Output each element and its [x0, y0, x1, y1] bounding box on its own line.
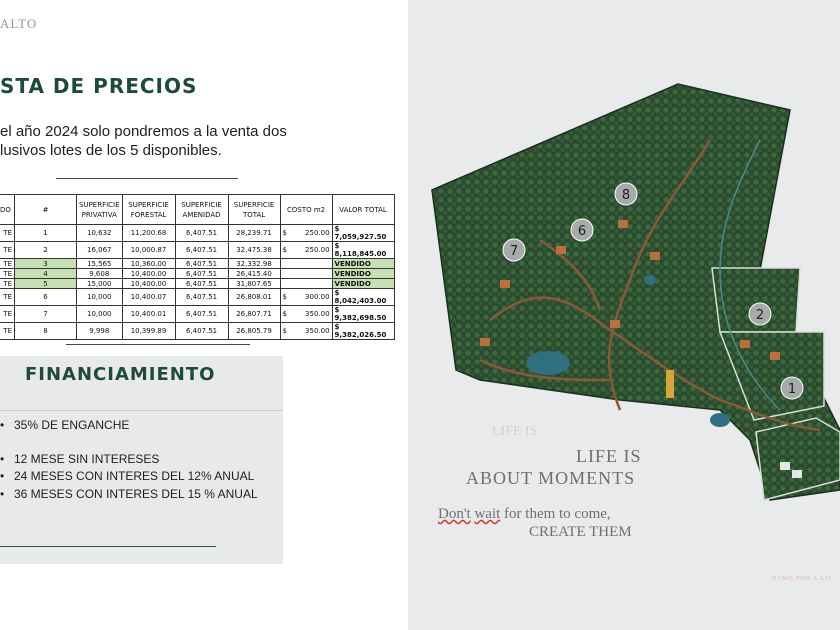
sport-court — [666, 370, 674, 398]
currency-sign: $ — [282, 293, 288, 301]
lot-type-cell: TE — [0, 306, 15, 323]
lot-type-cell: TE — [0, 279, 15, 289]
table-row — [0, 225, 394, 242]
amenity-area-cell: 6,407.51 — [175, 323, 228, 340]
currency-sign: $ — [282, 246, 288, 254]
total-value-cell: $ 8,042,403.00 — [332, 289, 394, 306]
total-area-cell: 32,332.98 — [228, 259, 280, 269]
cost-value: 350.00 — [305, 327, 330, 335]
table-row — [0, 289, 394, 306]
amenity-area-cell: 6,407.51 — [175, 242, 228, 259]
quote-line-1: LIFE IS — [576, 446, 642, 466]
quote-line-2: ABOUT MOMENTS — [466, 468, 636, 488]
table-header: VALOR TOTAL — [332, 195, 394, 225]
private-area-cell: 15,000 — [77, 279, 123, 289]
amenity-area-cell: 6,407.51 — [175, 269, 228, 279]
table-header: SUPERFICIE AMENIDAD — [175, 195, 228, 225]
private-area-cell: 10,632 — [77, 225, 123, 242]
private-area-cell: 10,000 — [77, 306, 123, 323]
private-area-cell: 9,998 — [77, 323, 123, 340]
amenity-area-cell: 6,407.51 — [175, 225, 228, 242]
total-value-cell: VENDIDO — [332, 279, 394, 289]
table-row — [0, 306, 394, 323]
financing-title: FINANCIAMIENTO — [25, 364, 216, 385]
financing-item-text: 24 MESES CON INTERES DEL 12% ANUAL — [14, 469, 255, 483]
table-row — [0, 242, 394, 259]
lot-number-cell: 4 — [15, 269, 77, 279]
table-row — [0, 323, 394, 340]
table-header: COSTO m2 — [280, 195, 332, 225]
lot-marker-label: 2 — [755, 308, 765, 323]
total-area-cell: 26,807.71 — [228, 306, 280, 323]
financing-item-text: 36 MESES CON INTERES DEL 15 % ANUAL — [14, 487, 258, 501]
footer-text: HOME FOR A LIF — [772, 576, 833, 582]
total-value-cell: VENDIDO — [332, 269, 394, 279]
currency-sign: $ — [282, 327, 288, 335]
cost-value: 350.00 — [305, 310, 330, 318]
table-header-row — [0, 195, 394, 225]
divider — [56, 178, 238, 179]
table-header: # — [15, 195, 77, 225]
lot-number-cell: 1 — [15, 225, 77, 242]
intro-text — [0, 122, 320, 160]
cost-m2-cell — [280, 269, 332, 279]
total-value-cell: $ 8,118,845.00 — [332, 242, 394, 259]
intro-line-1: el año 2024 solo pondremos a la venta dos — [0, 123, 287, 140]
financing-item: • 36 MESES CON INTERES DEL 15 % ANUAL — [0, 487, 258, 501]
currency-sign: $ — [282, 310, 288, 318]
lot-number-cell: 5 — [15, 279, 77, 289]
lot-number-cell: 8 — [15, 323, 77, 340]
amenity-area-cell: 6,407.51 — [175, 306, 228, 323]
private-area-cell: 16,067 — [77, 242, 123, 259]
total-value-cell: VENDIDO — [332, 259, 394, 269]
cost-m2-cell — [280, 323, 332, 340]
total-area-cell: 26,415.40 — [228, 269, 280, 279]
table-header: SUPERFICIE PRIVATIVA — [77, 195, 123, 225]
forest-area-cell: 10,360.00 — [122, 259, 175, 269]
financing-item: • 24 MESES CON INTERES DEL 12% ANUAL — [0, 469, 255, 483]
table-header: SUPERFICIE FORESTAL — [122, 195, 175, 225]
total-area-cell: 31,807.65 — [228, 279, 280, 289]
table-row — [0, 259, 394, 269]
financing-item: • 12 MESE SIN INTERESES — [0, 452, 160, 466]
financing-item: • 35% DE ENGANCHE — [0, 418, 130, 432]
amenity-area-cell: 6,407.51 — [175, 289, 228, 306]
table-row — [0, 269, 394, 279]
total-area-cell: 28,239.71 — [228, 225, 280, 242]
lot-type-cell: TE — [0, 242, 15, 259]
brand-text: ALTO — [0, 16, 38, 31]
cost-m2-cell — [280, 289, 332, 306]
cost-value: 300.00 — [305, 293, 330, 301]
forest-area-cell: 10,400.00 — [122, 269, 175, 279]
quote-word: wait — [474, 506, 501, 522]
lot-number-cell: 2 — [15, 242, 77, 259]
lot-number-cell: 3 — [15, 259, 77, 269]
currency-sign: $ — [282, 229, 288, 237]
lot-type-cell: TE — [0, 323, 15, 340]
total-value-cell: $ 9,382,698.50 — [332, 306, 394, 323]
lot-marker-label: 1 — [787, 382, 797, 397]
ghost-label: LIFE IS — [492, 424, 538, 439]
lot-number-cell: 7 — [15, 306, 77, 323]
lot-type-cell: TE — [0, 225, 15, 242]
quote-word: for them to come, — [504, 506, 611, 522]
table-header: SUPERFICIE TOTAL — [228, 195, 280, 225]
total-area-cell: 32,475.38 — [228, 242, 280, 259]
private-area-cell: 15,565 — [77, 259, 123, 269]
private-area-cell: 9,608 — [77, 269, 123, 279]
page-title: STA DE PRECIOS — [0, 74, 198, 98]
price-table — [0, 194, 395, 340]
cost-m2-cell — [280, 306, 332, 323]
cost-m2-cell — [280, 242, 332, 259]
price-table-body — [0, 225, 394, 340]
lot-marker-label: 8 — [621, 188, 631, 203]
forest-area-cell: 10,000.87 — [122, 242, 175, 259]
private-area-cell: 10,000 — [77, 289, 123, 306]
financing-item-text: 35% DE ENGANCHE — [14, 418, 130, 432]
amenity-area-cell: 6,407.51 — [175, 259, 228, 269]
forest-area-cell: 10,399.89 — [122, 323, 175, 340]
cost-value: 250.00 — [305, 246, 330, 254]
lot-type-cell: TE — [0, 259, 15, 269]
forest-area-cell: 10,400.01 — [122, 306, 175, 323]
amenity-area-cell: 6,407.51 — [175, 279, 228, 289]
lot-marker-label: 6 — [577, 224, 587, 239]
divider — [66, 344, 250, 345]
quote-word: Don't — [438, 506, 471, 522]
cost-value: 250.00 — [305, 229, 330, 237]
divider — [0, 546, 216, 547]
table-row — [0, 279, 394, 289]
lot-number-cell: 6 — [15, 289, 77, 306]
table-header: DO — [0, 195, 15, 225]
cost-m2-cell — [280, 259, 332, 269]
cost-m2-cell — [280, 225, 332, 242]
total-area-cell: 26,808.01 — [228, 289, 280, 306]
cost-m2-cell — [280, 279, 332, 289]
total-value-cell: $ 7,059,927.50 — [332, 225, 394, 242]
forest-area-cell: 10,400.07 — [122, 289, 175, 306]
lot-type-cell: TE — [0, 269, 15, 279]
intro-line-2: lusivos lotes de los 5 disponibles. — [0, 142, 222, 159]
quote-line-3 — [438, 506, 611, 523]
total-area-cell: 26,805.79 — [228, 323, 280, 340]
quote-line-4: CREATE THEM — [529, 524, 632, 540]
divider — [0, 410, 283, 411]
financing-item-text: 12 MESE SIN INTERESES — [14, 452, 160, 466]
forest-area-cell: 11,200.68 — [122, 225, 175, 242]
lot-marker-label: 7 — [509, 244, 519, 259]
lot-type-cell: TE — [0, 289, 15, 306]
forest-area-cell: 10,400.00 — [122, 279, 175, 289]
total-value-cell: $ 9,382,026.50 — [332, 323, 394, 340]
